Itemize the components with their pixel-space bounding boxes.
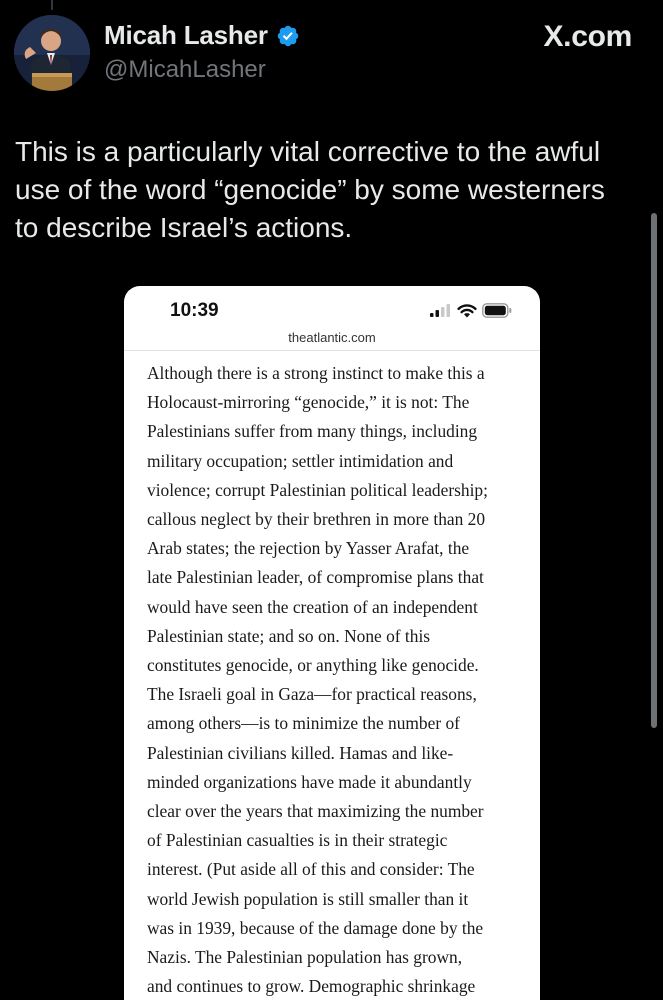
article-line: callous neglect by their brethren in more than 20 [147,509,486,530]
article-line: Palestinians suffer from many things, including [147,421,478,442]
article-line: of Palestinian casualties is in their strategic [147,830,448,851]
article-line: Although there is a strong instinct to make this a [147,363,485,383]
article-line: Arab states; the rejection by Yasser Arafat, the [147,538,470,559]
article-line: among others—is to minimize the number of [147,713,460,734]
status-icons [430,303,512,318]
article-line: clear over the years that maximizing the number [147,801,484,822]
article-line: Palestinian state; and so on. None of this [147,625,431,646]
article-line: world Jewish population is still smaller than it [147,888,469,909]
url-divider [124,350,540,351]
article-line: and continues to grow. Demographic shrinkage [147,976,476,997]
embedded-screenshot[interactable] [124,286,540,1000]
cellular-signal-icon [430,304,452,317]
article-line: Holocaust-mirroring “genocide,” it is not: The [147,392,470,413]
verified-badge-icon [276,24,300,48]
article-text [147,359,522,1000]
tweet-text [15,133,645,247]
display-name[interactable]: Micah Lasher [104,20,268,50]
tweet-text-line: use of the word “genocide” by some westerners [15,174,605,205]
article-line: late Palestinian leader, of compromise plans that [147,567,484,588]
article-line: Palestinian civilians killed. Hamas and like- [147,742,454,763]
article-line: violence; corrupt Palestinian political leadership; [147,479,488,500]
user-handle[interactable]: @MicahLasher [104,56,266,83]
site-label: X.com [543,20,632,53]
scrollbar[interactable] [651,213,657,728]
avatar[interactable] [14,15,90,91]
battery-icon [482,303,512,318]
article-line: The Israeli goal in Gaza—for practical reasons, [147,684,477,705]
avatar-photo [14,15,90,91]
tweet-text-line: This is a particularly vital corrective to the awful [15,136,601,167]
tweet-text-line: to describe Israel’s actions. [15,212,353,243]
article-line: would have seen the creation of an independent [147,596,478,617]
article-line: Nazis. The Palestinian population has grown, [147,947,463,968]
url-bar: theatlantic.com [288,330,376,345]
article-line: military occupation; settler intimidation and [147,450,454,471]
thread-connector-line [51,0,53,10]
article-line: interest. (Put aside all of this and consider: The [147,859,475,880]
wifi-icon [457,303,477,318]
article-line: constitutes genocide, or anything like genocide. [147,655,479,676]
status-time: 10:39 [170,300,219,321]
article-line: was in 1939, because of the damage done by the [147,917,484,938]
article-line: minded organizations have made it abundantly [147,771,472,792]
